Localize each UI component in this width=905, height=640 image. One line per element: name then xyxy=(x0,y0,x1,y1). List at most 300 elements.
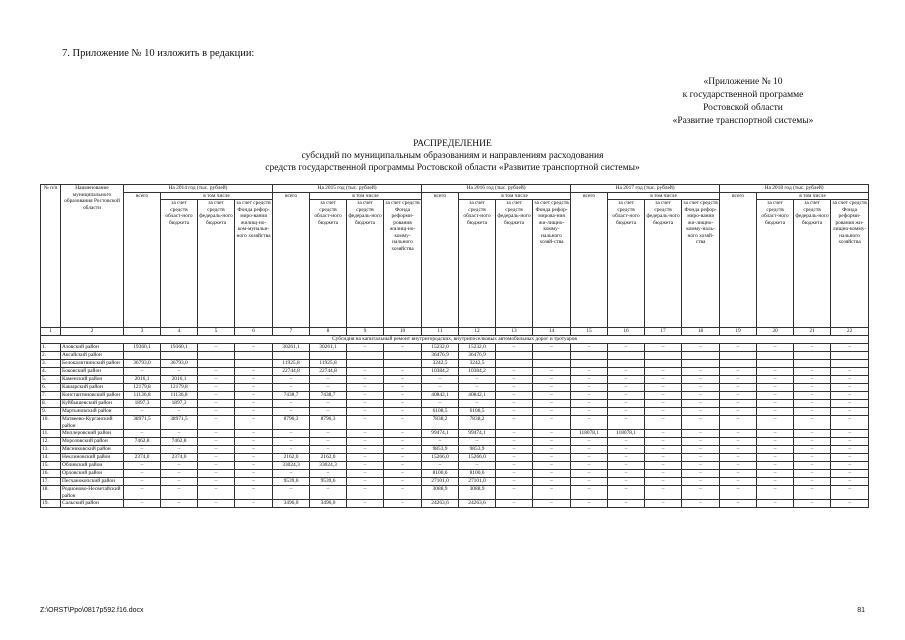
amount-cell: – xyxy=(273,408,310,416)
amount-cell: – xyxy=(235,416,273,430)
amount-cell: 118078,1 xyxy=(571,430,608,438)
amount-cell: – xyxy=(682,368,720,376)
amount-cell: – xyxy=(422,400,459,408)
district-name: Орловский район xyxy=(61,470,124,478)
amount-cell: – xyxy=(645,486,682,500)
amount-cell: – xyxy=(384,368,422,376)
amount-cell: – xyxy=(571,408,608,416)
amount-cell: – xyxy=(198,430,235,438)
row-number: 19. xyxy=(41,500,61,508)
amount-cell: – xyxy=(571,416,608,430)
amount-cell xyxy=(720,360,757,368)
header-sub: за счет средств Фонда реформи-рования жилищ-но-комму-нального хозяйства xyxy=(384,200,422,328)
amount-cell: 7438,7 xyxy=(273,392,310,400)
amount-cell: – xyxy=(608,500,645,508)
amount-cell: 11136,8 xyxy=(161,392,198,400)
amount-cell: – xyxy=(384,376,422,384)
amount-cell: – xyxy=(235,408,273,416)
amount-cell: – xyxy=(347,416,384,430)
amount-cell xyxy=(533,360,571,368)
amount-cell: – xyxy=(161,470,198,478)
amount-cell: – xyxy=(347,400,384,408)
amount-cell: 3242,5 xyxy=(422,360,459,368)
amount-cell: – xyxy=(347,392,384,400)
annex-caption xyxy=(623,76,863,128)
amount-cell xyxy=(198,352,235,360)
annex-line: к государственной программе xyxy=(682,90,804,100)
amount-cell: – xyxy=(347,430,384,438)
header-total: всего xyxy=(571,192,608,328)
amount-cell xyxy=(720,352,757,360)
amount-cell: – xyxy=(831,462,869,470)
amount-cell: – xyxy=(831,384,869,392)
amount-cell: – xyxy=(273,438,310,446)
amount-cell: – xyxy=(720,400,757,408)
amount-cell: – xyxy=(384,430,422,438)
table-row xyxy=(41,438,869,446)
amount-cell: 33024,3 xyxy=(273,462,310,470)
footer-page-number: 81 xyxy=(857,607,865,614)
amount-cell: – xyxy=(198,392,235,400)
row-number: 10. xyxy=(41,416,61,430)
amount-cell: – xyxy=(571,376,608,384)
amount-cell: 7438,7 xyxy=(310,392,347,400)
row-number: 14. xyxy=(41,454,61,462)
amount-cell: – xyxy=(757,462,794,470)
amount-cell: – xyxy=(124,408,161,416)
header-total: всего xyxy=(422,192,459,328)
amount-cell: – xyxy=(720,384,757,392)
amount-cell: – xyxy=(645,368,682,376)
amount-cell: – xyxy=(571,478,608,486)
amount-cell: – xyxy=(273,486,310,500)
amount-cell: 11136,8 xyxy=(124,392,161,400)
table-row xyxy=(41,352,869,360)
amount-cell: – xyxy=(831,486,869,500)
amount-cell: – xyxy=(645,376,682,384)
amount-cell: – xyxy=(384,462,422,470)
amount-cell: – xyxy=(347,454,384,462)
amount-cell: – xyxy=(496,400,533,408)
amount-cell: – xyxy=(235,400,273,408)
amount-cell: – xyxy=(496,376,533,384)
header-incl: в том числе xyxy=(757,192,869,200)
amount-cell: – xyxy=(794,384,831,392)
amount-cell: – xyxy=(682,400,720,408)
amount-cell: – xyxy=(608,392,645,400)
amount-cell: 10384,2 xyxy=(459,368,496,376)
amount-cell: – xyxy=(124,368,161,376)
amount-cell xyxy=(533,352,571,360)
amount-cell: – xyxy=(310,486,347,500)
amount-cell xyxy=(831,352,869,360)
amount-cell: – xyxy=(757,454,794,462)
amount-cell: – xyxy=(645,400,682,408)
header-sub: за счет средств област-ного бюджета xyxy=(459,200,496,328)
column-number: 1 xyxy=(41,328,61,336)
table-row xyxy=(41,486,869,500)
district-name: Морозовский район xyxy=(61,438,124,446)
amount-cell: 9853,9 xyxy=(459,446,496,454)
amount-cell xyxy=(571,360,608,368)
annex-line: «Развитие транспортной системы» xyxy=(672,116,814,126)
amount-cell: – xyxy=(124,430,161,438)
amount-cell: – xyxy=(682,462,720,470)
amount-cell: – xyxy=(682,416,720,430)
header-sub: за счет средств федераль-ного бюджета xyxy=(794,200,831,328)
amount-cell: 15266,0 xyxy=(459,454,496,462)
amount-cell: – xyxy=(161,408,198,416)
table-row xyxy=(41,400,869,408)
table-row xyxy=(41,462,869,470)
amount-cell: – xyxy=(794,500,831,508)
amount-cell: – xyxy=(757,486,794,500)
amount-cell: – xyxy=(310,384,347,392)
amount-cell: – xyxy=(757,446,794,454)
amount-cell: – xyxy=(608,400,645,408)
amount-cell: – xyxy=(757,430,794,438)
amount-cell xyxy=(831,360,869,368)
header-total: всего xyxy=(124,192,161,328)
amount-cell: – xyxy=(496,416,533,430)
amount-cell: – xyxy=(757,500,794,508)
amount-cell: – xyxy=(533,454,571,462)
amount-cell: – xyxy=(198,478,235,486)
amount-cell xyxy=(794,352,831,360)
amount-cell: – xyxy=(198,368,235,376)
amount-cell: – xyxy=(310,400,347,408)
amount-cell: – xyxy=(720,438,757,446)
amount-cell: – xyxy=(310,408,347,416)
amount-cell: – xyxy=(757,392,794,400)
amount-cell: – xyxy=(720,470,757,478)
amount-cell: – xyxy=(608,376,645,384)
amount-cell: – xyxy=(682,470,720,478)
amount-cell: – xyxy=(533,470,571,478)
amount-cell: – xyxy=(273,400,310,408)
row-number: 16. xyxy=(41,470,61,478)
amount-cell: – xyxy=(161,446,198,454)
amount-cell: – xyxy=(682,446,720,454)
amount-cell: 30261,1 xyxy=(310,344,347,352)
amount-cell: – xyxy=(384,408,422,416)
amount-cell: – xyxy=(794,470,831,478)
amount-cell: – xyxy=(496,430,533,438)
amount-cell: – xyxy=(459,384,496,392)
amount-cell: – xyxy=(235,478,273,486)
amount-cell: 8100,6 xyxy=(422,470,459,478)
amount-cell: – xyxy=(794,454,831,462)
amount-cell: – xyxy=(794,416,831,430)
amount-cell: – xyxy=(720,392,757,400)
amount-cell: 7462,8 xyxy=(161,438,198,446)
amount-cell: 12179,8 xyxy=(161,384,198,392)
amount-cell xyxy=(682,360,720,368)
amount-cell: – xyxy=(645,344,682,352)
amount-cell: – xyxy=(571,384,608,392)
column-number: 22 xyxy=(831,328,869,336)
row-number: 11. xyxy=(41,430,61,438)
amount-cell: 36476,9 xyxy=(422,352,459,360)
amount-cell: 24263,6 xyxy=(459,500,496,508)
amount-cell: 11925,8 xyxy=(310,360,347,368)
amount-cell: – xyxy=(347,438,384,446)
header-total: всего xyxy=(720,192,757,328)
amount-cell: – xyxy=(347,376,384,384)
amount-cell: 22744,8 xyxy=(310,368,347,376)
amount-cell: – xyxy=(384,478,422,486)
row-number: 5. xyxy=(41,376,61,384)
amount-cell: – xyxy=(757,376,794,384)
column-number: 13 xyxy=(496,328,533,336)
amount-cell: – xyxy=(198,400,235,408)
amount-cell: – xyxy=(794,430,831,438)
column-number: 12 xyxy=(459,328,496,336)
amount-cell: – xyxy=(533,462,571,470)
table-row xyxy=(41,384,869,392)
amount-cell: – xyxy=(682,376,720,384)
amount-cell: – xyxy=(831,400,869,408)
amount-cell: 11925,8 xyxy=(273,360,310,368)
amount-cell: – xyxy=(831,408,869,416)
column-number: 11 xyxy=(422,328,459,336)
amount-cell: – xyxy=(496,446,533,454)
amount-cell: – xyxy=(757,470,794,478)
row-number: 9. xyxy=(41,408,61,416)
row-number: 17. xyxy=(41,478,61,486)
amount-cell: – xyxy=(682,454,720,462)
amount-cell: 19360,1 xyxy=(124,344,161,352)
amount-cell: – xyxy=(235,470,273,478)
amount-cell: – xyxy=(384,446,422,454)
document-subtitle-1: субсидий по муниципальным образованиям и направлениям расходования xyxy=(301,151,604,161)
amount-cell: – xyxy=(720,408,757,416)
amount-cell: – xyxy=(198,344,235,352)
amount-cell: – xyxy=(533,376,571,384)
amount-cell: – xyxy=(496,384,533,392)
amount-cell: – xyxy=(794,344,831,352)
table-row xyxy=(41,446,869,454)
amount-cell: – xyxy=(198,500,235,508)
amount-cell: – xyxy=(794,446,831,454)
amount-cell: – xyxy=(533,486,571,500)
amount-cell: – xyxy=(422,376,459,384)
amount-cell: 7462,8 xyxy=(124,438,161,446)
amount-cell: 9539,6 xyxy=(273,478,310,486)
column-number: 14 xyxy=(533,328,571,336)
amount-cell: – xyxy=(459,438,496,446)
amount-cell: – xyxy=(831,416,869,430)
amount-cell: – xyxy=(608,438,645,446)
document-subtitle-2: средств государственной программы Ростовской области «Развитие транспортной системы» xyxy=(265,163,640,173)
amount-cell: 36793,0 xyxy=(161,360,198,368)
amount-cell: – xyxy=(384,400,422,408)
amount-cell: – xyxy=(422,438,459,446)
row-number: 8. xyxy=(41,400,61,408)
district-name: Азовский район xyxy=(61,344,124,352)
amount-cell: – xyxy=(645,438,682,446)
amount-cell: 30261,1 xyxy=(273,344,310,352)
column-number: 2 xyxy=(61,328,124,336)
table-row xyxy=(41,376,869,384)
table-row xyxy=(41,344,869,352)
amount-cell: – xyxy=(422,384,459,392)
amount-cell: – xyxy=(310,470,347,478)
district-name: Неклиновский район xyxy=(61,454,124,462)
amount-cell: – xyxy=(496,478,533,486)
amount-cell: 8796,3 xyxy=(310,416,347,430)
amount-cell: – xyxy=(720,344,757,352)
amount-cell: – xyxy=(720,376,757,384)
district-name: Родионово-Несветайский район xyxy=(61,486,124,500)
amount-cell: – xyxy=(608,454,645,462)
amount-cell: – xyxy=(757,400,794,408)
column-number: 17 xyxy=(645,328,682,336)
amount-cell: – xyxy=(384,486,422,500)
amount-cell: – xyxy=(720,446,757,454)
district-name: Миллеровский район xyxy=(61,430,124,438)
column-number: 8 xyxy=(310,328,347,336)
amount-cell: – xyxy=(533,446,571,454)
row-number: 13. xyxy=(41,446,61,454)
amount-cell xyxy=(384,360,422,368)
district-name: Каменский район xyxy=(61,376,124,384)
section-title: Субсидия на капитальный ремонт внутригородских, внутрипоселковых автомобильных дорог и тротуаров xyxy=(41,336,869,344)
amount-cell: – xyxy=(571,486,608,500)
amount-cell: – xyxy=(384,392,422,400)
amount-cell: 15266,0 xyxy=(422,454,459,462)
header-name: Наименование муниципального образования Ростовской области xyxy=(61,185,124,328)
amount-cell: – xyxy=(645,454,682,462)
amount-cell: – xyxy=(384,438,422,446)
amount-cell: – xyxy=(310,446,347,454)
document-heading xyxy=(0,138,905,174)
amount-cell: 22744,8 xyxy=(273,368,310,376)
amount-cell: – xyxy=(720,454,757,462)
amount-cell: – xyxy=(720,368,757,376)
amount-cell: – xyxy=(533,500,571,508)
amount-cell: – xyxy=(533,392,571,400)
amount-cell: – xyxy=(124,478,161,486)
header-sub: за счет средств област-ного бюджета xyxy=(757,200,794,328)
amount-cell: – xyxy=(757,408,794,416)
amount-cell: 1897,3 xyxy=(161,400,198,408)
column-number: 6 xyxy=(235,328,273,336)
amount-cell: – xyxy=(831,368,869,376)
amount-cell: 2374,0 xyxy=(161,454,198,462)
amount-cell: 38971,5 xyxy=(124,416,161,430)
amount-cell: – xyxy=(161,430,198,438)
amount-cell: – xyxy=(571,400,608,408)
amount-cell xyxy=(198,360,235,368)
amount-cell: – xyxy=(496,408,533,416)
amount-cell: – xyxy=(608,416,645,430)
amount-cell: – xyxy=(645,416,682,430)
amount-cell: – xyxy=(347,368,384,376)
amount-cell: – xyxy=(533,478,571,486)
header-sub: за счет средств Фонда рефор-миро-вания жилищ-но-ком-мунальн-ного хозяйства xyxy=(235,200,273,328)
amount-cell: 33024,3 xyxy=(310,462,347,470)
amount-cell: – xyxy=(571,454,608,462)
header-sub: за счет средств федераль-ного бюджета xyxy=(645,200,682,328)
amount-cell: 6108,5 xyxy=(459,408,496,416)
amount-cell: – xyxy=(347,446,384,454)
amount-cell: – xyxy=(235,454,273,462)
amount-cell: – xyxy=(720,430,757,438)
amount-cell: – xyxy=(794,408,831,416)
amount-cell: 3496,0 xyxy=(273,500,310,508)
amount-cell: – xyxy=(273,384,310,392)
amount-cell: – xyxy=(496,454,533,462)
amount-cell: – xyxy=(347,408,384,416)
column-number: 15 xyxy=(571,328,608,336)
district-name: Мартыновский район xyxy=(61,408,124,416)
amount-cell: 10384,2 xyxy=(422,368,459,376)
amount-cell: – xyxy=(496,462,533,470)
amount-cell: – xyxy=(384,344,422,352)
header-incl: в том числе xyxy=(459,192,571,200)
table-row xyxy=(41,392,869,400)
amount-cell: – xyxy=(831,478,869,486)
amount-cell: – xyxy=(124,446,161,454)
amount-cell: – xyxy=(459,462,496,470)
header-sub: за счет средств федераль-ного бюджета xyxy=(496,200,533,328)
header-year: На 2014 год (тыс. рублей) xyxy=(124,185,273,193)
amount-cell: – xyxy=(198,470,235,478)
amount-cell: – xyxy=(198,462,235,470)
header-sub: за счет средств Фонда рефор-миро-вания жи-лищно-комму-наль-ного хозяй-ства xyxy=(682,200,720,328)
amount-cell: – xyxy=(794,438,831,446)
amount-cell: – xyxy=(571,462,608,470)
amount-cell: – xyxy=(235,430,273,438)
amount-cell: – xyxy=(384,500,422,508)
header-sub: за счет средств федераль-ного бюджета xyxy=(347,200,384,328)
district-name: Аксайский район xyxy=(61,352,124,360)
amount-cell: 27101,0 xyxy=(422,478,459,486)
amount-cell: – xyxy=(310,430,347,438)
amount-cell xyxy=(757,360,794,368)
amount-cell: 9853,9 xyxy=(422,446,459,454)
header-sub: за счет средств област-ного бюджета xyxy=(310,200,347,328)
amount-cell: – xyxy=(645,462,682,470)
amount-cell: – xyxy=(608,470,645,478)
district-name: Константиновский район xyxy=(61,392,124,400)
column-number: 19 xyxy=(720,328,757,336)
amount-cell: 3242,5 xyxy=(459,360,496,368)
amount-cell: 99474,1 xyxy=(459,430,496,438)
amount-cell: – xyxy=(384,454,422,462)
amount-cell: 2016,1 xyxy=(124,376,161,384)
amount-cell: 8796,3 xyxy=(273,416,310,430)
amount-cell xyxy=(682,352,720,360)
amount-cell xyxy=(757,352,794,360)
district-name: Матвеево-Курганский район xyxy=(61,416,124,430)
amount-cell: – xyxy=(347,478,384,486)
district-name: Обливский район xyxy=(61,462,124,470)
amount-cell: – xyxy=(235,462,273,470)
amount-cell: – xyxy=(273,430,310,438)
amount-cell: – xyxy=(235,446,273,454)
column-number: 18 xyxy=(682,328,720,336)
amount-cell: – xyxy=(161,478,198,486)
amount-cell: – xyxy=(384,416,422,430)
table-row xyxy=(41,500,869,508)
amount-cell: – xyxy=(682,430,720,438)
column-number: 3 xyxy=(124,328,161,336)
amount-cell: – xyxy=(235,368,273,376)
amount-cell: 27101,0 xyxy=(459,478,496,486)
amount-cell: – xyxy=(422,462,459,470)
